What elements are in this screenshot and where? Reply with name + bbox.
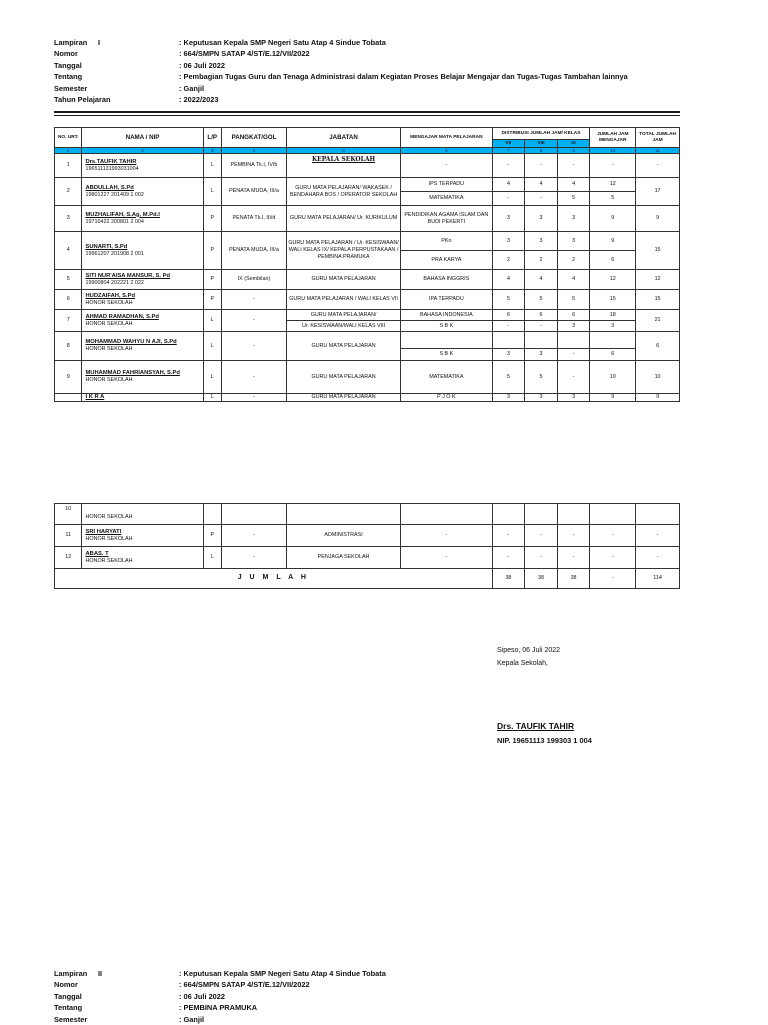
- hours-ix: 5: [557, 290, 590, 310]
- teacher-name: MOHAMMAD WAHYU N AJI, S.Pd: [85, 339, 177, 345]
- col-num: 1: [55, 148, 82, 154]
- hours-total: [590, 332, 636, 349]
- hours-viii: 5: [525, 290, 558, 310]
- row-number: 3: [55, 206, 82, 232]
- col-num: 7: [492, 148, 525, 154]
- table-row: [55, 504, 680, 525]
- hours-total: 18: [590, 310, 636, 321]
- hours-ix: [557, 332, 590, 349]
- hours-total: 15: [590, 290, 636, 310]
- jumlah-jam: -: [590, 569, 636, 589]
- rank-cell: PENATA MUDA, III/a: [221, 178, 286, 206]
- table-row: [55, 290, 680, 310]
- gender-cell: L: [203, 394, 221, 402]
- grand-total: 21: [636, 310, 680, 332]
- hours-ix: 4: [557, 178, 590, 192]
- position-cell: [287, 504, 401, 525]
- hours-ix: 3: [557, 394, 590, 402]
- name-nip-cell: [82, 154, 203, 178]
- subject-cell: PENDIDIKAN AGAMA ISLAM DAN BUDI PEKERTI: [401, 206, 493, 232]
- name-nip-cell: [82, 361, 203, 394]
- teacher-nip: HONOR SEKOLAH: [85, 377, 133, 384]
- rank-cell: -: [221, 525, 286, 547]
- jumlah-label-cell: [55, 569, 493, 589]
- hours-vii: 2: [492, 251, 525, 270]
- table-row: [55, 547, 680, 569]
- position-cell: GURU MATA PELAJARAN / WALI KELAS VII: [287, 290, 401, 310]
- name-nip-cell: [82, 232, 203, 270]
- header-row-lampiran: Lampiran II : Keputusan Kepala SMP Negeri Satu Atap 4 Sindue Tobata: [54, 969, 386, 978]
- col-header-total-jam: TOTAL JUMLAH JAM: [636, 128, 680, 148]
- gender-cell: P: [203, 206, 221, 232]
- hours-ix: -: [557, 547, 590, 569]
- hours-viii: -: [525, 321, 558, 332]
- position-cell: GURU MATA PELAJARAN: [287, 270, 401, 290]
- hours-ix: 5: [557, 192, 590, 206]
- row-number: 4: [55, 232, 82, 270]
- hours-vii: -: [492, 525, 525, 547]
- hours-total: 6: [590, 349, 636, 361]
- staff-assignment-table-continued: [54, 503, 680, 589]
- col-num: 11: [636, 148, 680, 154]
- name-nip-cell: [82, 310, 203, 332]
- grand-total: -: [636, 547, 680, 569]
- hours-ix: -: [557, 154, 590, 178]
- jumlah-ix: 38: [557, 569, 590, 589]
- col-header-ix: IX: [557, 140, 590, 148]
- col-num: 3: [203, 148, 221, 154]
- decree-header-2: [54, 968, 694, 1025]
- col-header-nama: NAMA / NIP: [82, 128, 203, 148]
- row-number: 1: [55, 154, 82, 178]
- hours-total: -: [590, 525, 636, 547]
- hours-viii: -: [525, 547, 558, 569]
- name-nip-cell: [82, 290, 203, 310]
- header-row-tahun: Tahun Pelajaran : 2022/2023: [54, 94, 219, 104]
- hours-total: 5: [590, 192, 636, 206]
- subject-cell: MATEMATIKA: [401, 361, 493, 394]
- rank-cell: -: [221, 361, 286, 394]
- position-cell: Ur. KESISWAAN/WALI KELAS VIII: [287, 321, 401, 332]
- row-number: 8: [55, 332, 82, 361]
- position-cell: GURU MATA PELAJARAN: [287, 361, 401, 394]
- subject-cell: [401, 504, 493, 525]
- hours-viii: 6: [525, 310, 558, 321]
- gender-cell: L: [203, 154, 221, 178]
- row-number: 9: [55, 361, 82, 394]
- teacher-nip: 196511131993031004: [85, 165, 139, 172]
- hours-total: 3: [590, 321, 636, 332]
- subject-cell: IPS TERPADU: [401, 178, 493, 192]
- rank-cell: IX (Sembilan): [221, 270, 286, 290]
- hours-vii: 5: [492, 361, 525, 394]
- gender-cell: L: [203, 178, 221, 206]
- rank-cell: -: [221, 547, 286, 569]
- gender-cell: P: [203, 232, 221, 270]
- header-divider-thin: [54, 115, 680, 116]
- grand-total: 9: [636, 206, 680, 232]
- hours-viii: 3: [525, 232, 558, 251]
- hours-ix: -: [557, 349, 590, 361]
- position-text: KEPALA SEKOLAH: [311, 156, 376, 163]
- grand-total: -: [636, 525, 680, 547]
- table-row: [55, 332, 680, 349]
- teacher-name: Drs.TAUFIK TAHIR: [85, 158, 137, 165]
- position-cell: GURU MATA PELAJARAN: [287, 394, 401, 402]
- hours-vii: 3: [492, 394, 525, 402]
- hours-total: -: [590, 154, 636, 178]
- table-row: [55, 525, 680, 547]
- hours-vii: -: [492, 321, 525, 332]
- jumlah-vii: 38: [492, 569, 525, 589]
- teacher-nip: 19801227 201409 1 002: [85, 191, 144, 198]
- header-row-tanggal: Tanggal : 06 Juli 2022: [54, 991, 226, 1001]
- hours-ix: -: [557, 525, 590, 547]
- teacher-name: MUZHALIFAH, S.Ag, M.Pd.I: [85, 211, 160, 218]
- position-cell: GURU MATA PELAJARAN/ WAKASEK / BENDAHARA BOS / OPERATOR SEKOLAH: [287, 178, 401, 206]
- subject-cell: PKn: [401, 232, 493, 251]
- hours-viii: 5: [525, 361, 558, 394]
- hours-total: 12: [590, 178, 636, 192]
- hours-vii: 6: [492, 310, 525, 321]
- col-num: 8: [525, 148, 558, 154]
- rank-cell: -: [221, 290, 286, 310]
- col-num: 9: [557, 148, 590, 154]
- jumlah-row: [55, 569, 680, 589]
- teacher-nip: HONOR SEKOLAH: [85, 514, 133, 521]
- col-header-mengajar: MENGAJAR MATA PELAJARAN: [401, 128, 493, 148]
- col-num: 10: [590, 148, 636, 154]
- position-cell: [287, 154, 401, 178]
- teacher-name: HUDZAIFAH, S.Pd: [85, 292, 136, 299]
- name-nip-cell: [82, 525, 203, 547]
- position-cell: GURU MATA PELAJARAN/ Ur. KURIKULUM: [287, 206, 401, 232]
- teacher-name: MUHAMMAD FAHRIANSYAH, S.Pd: [85, 370, 180, 376]
- hours-viii: 3: [525, 206, 558, 232]
- table-row: [55, 361, 680, 394]
- table-row: [55, 232, 680, 251]
- teacher-name: SITI NUR'AISA MANSUR, S. Pd: [85, 272, 171, 279]
- grand-total: 9: [636, 394, 680, 402]
- hours-vii: -: [492, 154, 525, 178]
- subject-cell: PRA KARYA: [401, 251, 493, 270]
- grand-total: 15: [636, 232, 680, 270]
- decree-header: [54, 37, 694, 105]
- hours-total: 10: [590, 361, 636, 394]
- gender-cell: [203, 504, 221, 525]
- header-row-semester: Semester : Ganjil: [54, 83, 205, 93]
- subject-cell: BAHASA INDONESIA: [401, 310, 493, 321]
- signature-place-date: Sipeso, 06 Juli 2022: [497, 647, 561, 654]
- col-num: 5: [287, 148, 401, 154]
- header-row-semester: Semester : Ganjil: [54, 1014, 205, 1024]
- row-number: 12: [55, 547, 82, 569]
- gender-cell: L: [203, 332, 221, 361]
- teacher-name: SUNARTI, S.Pd: [85, 243, 128, 250]
- hours-vii: 3: [492, 349, 525, 361]
- col-num: 6: [401, 148, 493, 154]
- header-row-tanggal: Tanggal : 06 Juli 2022: [54, 60, 226, 70]
- hours-total: 6: [590, 251, 636, 270]
- header-divider: [54, 111, 680, 113]
- grand-total: 17: [636, 178, 680, 206]
- position-cell: GURU MATA PELAJARAN: [287, 332, 401, 361]
- hours-viii: 3: [525, 394, 558, 402]
- gender-cell: P: [203, 270, 221, 290]
- table-row: [55, 154, 680, 178]
- hours-total: [590, 504, 636, 525]
- hours-vii: 3: [492, 232, 525, 251]
- position-cell: GURU MATA PELAJARAN / Ur. KESISWAAN/ WALI KELAS IX/ KEPALA PERPUSTAKAAN / PEMBINA PRAMUKA: [287, 232, 401, 270]
- rank-cell: PENATA Tk.I, III/d: [221, 206, 286, 232]
- hours-vii: [492, 332, 525, 349]
- gender-cell: L: [203, 547, 221, 569]
- gender-cell: L: [203, 310, 221, 332]
- name-nip-cell: [82, 270, 203, 290]
- hours-ix: 3: [557, 321, 590, 332]
- teacher-assignment-table: [54, 127, 680, 402]
- hours-total: 9: [590, 232, 636, 251]
- subject-cell: IPA TERPADU: [401, 290, 493, 310]
- name-nip-cell: [82, 547, 203, 569]
- row-number: 10: [55, 504, 82, 525]
- row-number: [55, 394, 82, 402]
- hours-viii: -: [525, 525, 558, 547]
- table-row: [55, 178, 680, 192]
- col-num: 4: [221, 148, 286, 154]
- hours-vii: -: [492, 192, 525, 206]
- teacher-nip: 19961207 201908 2 001: [85, 250, 144, 257]
- hours-viii: 2: [525, 251, 558, 270]
- teacher-nip: HONOR SEKOLAH: [85, 346, 133, 353]
- position-cell: PENJAGA SEKOLAH: [287, 547, 401, 569]
- subject-cell: MATEMATIKA: [401, 192, 493, 206]
- col-header-vii: VII: [492, 140, 525, 148]
- hours-vii: [492, 504, 525, 525]
- name-nip-cell: [82, 394, 203, 402]
- col-header-viii: VIII: [525, 140, 558, 148]
- col-num: 2: [82, 148, 203, 154]
- rank-cell: PENATA MUDA, III/a: [221, 232, 286, 270]
- hours-ix: [557, 504, 590, 525]
- hours-vii: -: [492, 547, 525, 569]
- table-row: [55, 270, 680, 290]
- grand-total: 10: [636, 361, 680, 394]
- gender-cell: L: [203, 361, 221, 394]
- col-header-jumlah-jam: JUMLAH JAM MENGAJAR: [590, 128, 636, 148]
- grand-total: [636, 504, 680, 525]
- teacher-name: ABDULLAH, S.Pd: [85, 184, 134, 191]
- hours-viii: [525, 504, 558, 525]
- hours-total: -: [590, 547, 636, 569]
- rank-cell: -: [221, 394, 286, 402]
- hours-vii: 3: [492, 206, 525, 232]
- hours-vii: 4: [492, 178, 525, 192]
- table-row: [55, 394, 680, 402]
- name-nip-cell: [82, 178, 203, 206]
- teacher-nip: HONOR SEKOLAH: [85, 299, 133, 306]
- subject-cell: S B K: [401, 349, 493, 361]
- hours-vii: 4: [492, 270, 525, 290]
- jumlah-label: J U M L A H: [237, 574, 309, 582]
- subject-cell: P J O K: [401, 394, 493, 402]
- hours-ix: 3: [557, 206, 590, 232]
- subject-cell: BAHASA INGGRIS: [401, 270, 493, 290]
- table-row: [55, 206, 680, 232]
- grand-total: 6: [636, 332, 680, 361]
- hours-total: 9: [590, 206, 636, 232]
- row-number: 6: [55, 290, 82, 310]
- row-number: 5: [55, 270, 82, 290]
- jumlah-total: 114: [636, 569, 680, 589]
- teacher-name: SRI HARYATI: [85, 528, 122, 535]
- col-header-no: NO. URT.: [55, 128, 82, 148]
- gender-cell: P: [203, 290, 221, 310]
- teacher-nip: 19710422 200801 2 004: [85, 218, 144, 225]
- name-nip-cell: [82, 206, 203, 232]
- subject-cell: -: [401, 154, 493, 178]
- gender-cell: P: [203, 525, 221, 547]
- name-nip-cell: [82, 332, 203, 361]
- rank-cell: -: [221, 332, 286, 361]
- hours-ix: -: [557, 361, 590, 394]
- col-header-lp: L/P: [203, 128, 221, 148]
- col-header-jabatan: JABATAN: [287, 128, 401, 148]
- signature-role: Kepala Sekolah,: [497, 660, 548, 667]
- teacher-nip: 19900804 202221 2 022: [85, 279, 144, 286]
- hours-viii: -: [525, 154, 558, 178]
- hours-ix: 4: [557, 270, 590, 290]
- teacher-nip: HONOR SEKOLAH: [85, 320, 133, 327]
- teacher-name: I K R A: [85, 394, 105, 400]
- hours-viii: [525, 332, 558, 349]
- header-row-lampiran: Lampiran I : Keputusan Kepala SMP Negeri Satu Atap 4 Sindue Tobata: [54, 38, 386, 47]
- rank-cell: PEMBINA Tk.I, IV/b: [221, 154, 286, 178]
- signature-nip: NIP. 19651113 199303 1 004: [497, 736, 592, 745]
- subject-cell: -: [401, 547, 493, 569]
- row-number: 11: [55, 525, 82, 547]
- header-row-tentang: Tentang : PEMBINA PRAMUKA: [54, 1003, 258, 1013]
- grand-total: 15: [636, 290, 680, 310]
- col-header-pangkat: PANGKAT/GOL: [221, 128, 286, 148]
- subject-cell: [401, 332, 493, 349]
- col-header-distribusi: DISTRIBUSI JUMLAH JAM/ KELAS: [492, 128, 590, 140]
- header-row-tentang: Tentang : Pembagian Tugas Guru dan Tenaga Administrasi dalam Kegiatan Proses Belajar Mengajar dan Tugas-Tugas Tambahan lainnya: [54, 72, 628, 82]
- row-number: 7: [55, 310, 82, 332]
- header-row-nomor: Nomor : 664/SMPN SATAP 4/ST/E.12/VII/2022: [54, 980, 310, 990]
- position-cell: GURU MATA PELAJARAN/: [287, 310, 401, 321]
- jumlah-viii: 38: [525, 569, 558, 589]
- hours-vii: 5: [492, 290, 525, 310]
- hours-ix: 6: [557, 310, 590, 321]
- name-nip-cell: [82, 504, 203, 525]
- hours-ix: 2: [557, 251, 590, 270]
- hours-viii: -: [525, 192, 558, 206]
- grand-total: -: [636, 154, 680, 178]
- teacher-name: ABAS. T: [85, 550, 109, 557]
- subject-cell: -: [401, 525, 493, 547]
- hours-total: 9: [590, 394, 636, 402]
- hours-ix: 3: [557, 232, 590, 251]
- hours-viii: 3: [525, 349, 558, 361]
- teacher-name: AHMAD RAMADHAN, S.Pd: [85, 313, 159, 320]
- teacher-nip: HONOR SEKOLAH: [85, 535, 133, 542]
- hours-viii: 4: [525, 270, 558, 290]
- subject-cell: S B K: [401, 321, 493, 332]
- signature-name: Drs. TAUFIK TAHIR: [497, 721, 575, 731]
- rank-cell: [221, 504, 286, 525]
- hours-total: 12: [590, 270, 636, 290]
- table-row: [55, 310, 680, 321]
- teacher-nip: HONOR SEKOLAH: [85, 557, 133, 564]
- hours-viii: 4: [525, 178, 558, 192]
- rank-cell: -: [221, 310, 286, 332]
- grand-total: 12: [636, 270, 680, 290]
- position-cell: ADMINISTRASI: [287, 525, 401, 547]
- row-number: 2: [55, 178, 82, 206]
- header-row-nomor: Nomor : 664/SMPN SATAP 4/ST/E.12/VII/2022: [54, 49, 310, 59]
